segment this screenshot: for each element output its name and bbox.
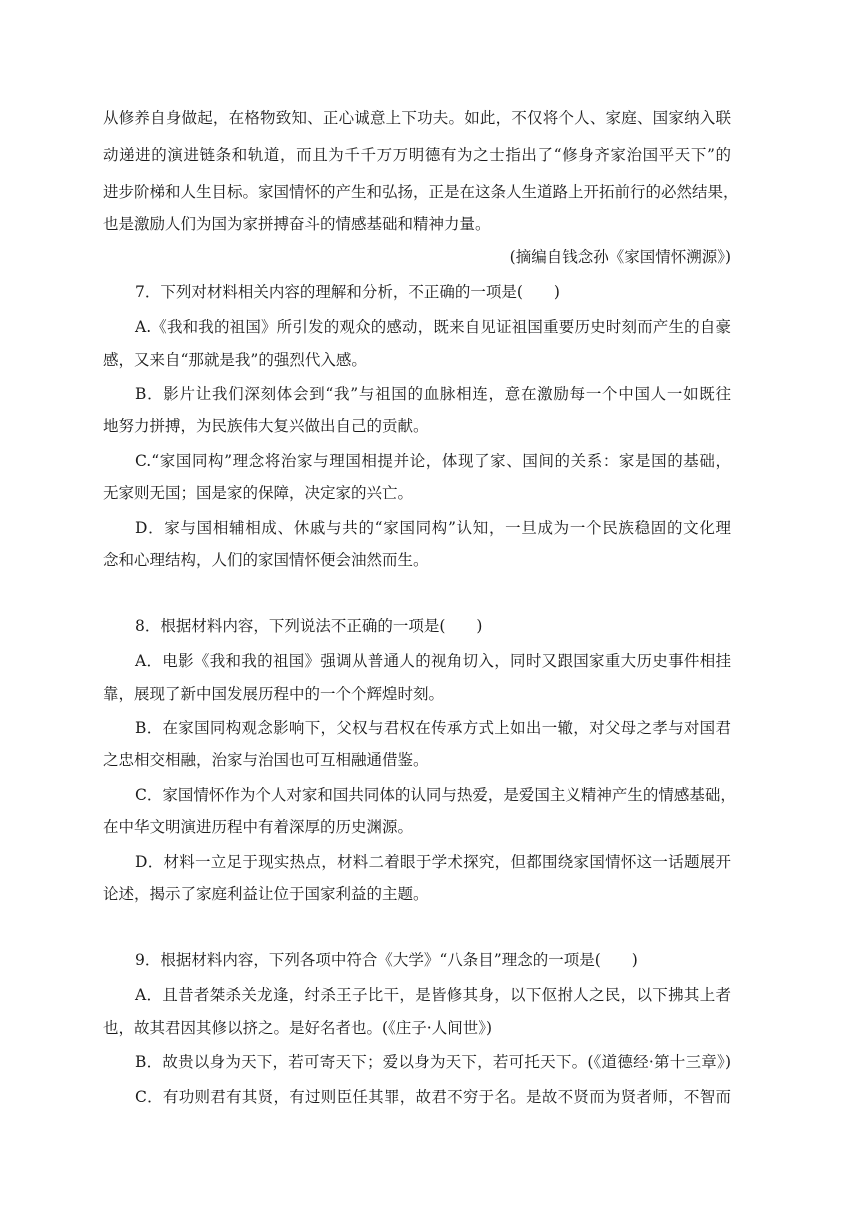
passage-line: 从修养自身做起，在格物致知、正心诚意上下功夫。如此，不仅将个人、家庭、国家纳入联 (103, 109, 731, 127)
question-8-option-c-cont: 在中华文明演进历程中有着深厚的历史渊源。 (103, 818, 414, 836)
question-9-option-a-cont: 也，故其君因其修以挤之。是好名者也。(《庄子·人间世》) (103, 1019, 493, 1037)
source-citation: (摘编自钱念孙《家国情怀溯源》) (509, 248, 731, 266)
question-7-option-c-cont: 无家则无国；国是家的保障，决定家的兴亡。 (103, 484, 414, 502)
question-7-option-c: C.“家国同构”理念将治家与理国相提并论，体现了家、国间的关系：家是国的基础， (135, 452, 731, 470)
question-7-option-a: A.《我和我的祖国》所引发的观众的感动，既来自见证祖国重要历史时刻而产生的自豪 (135, 318, 731, 336)
question-8-option-c: C．家国情怀作为个人对家和国共同体的认同与热爱，是爱国主义精神产生的情感基础， (135, 786, 736, 804)
question-8-option-d: D．材料一立足于现实热点，材料二着眼于学术探究，但都围绕家国情怀这一话题展开 (135, 853, 731, 871)
passage-line: 动递进的演进链条和轨道，而且为千千万万明德有为之士指出了“修身齐家治国平天下”的 (103, 146, 731, 164)
question-7-option-d-cont: 念和心理结构，人们的家国情怀便会油然而生。 (103, 551, 429, 569)
question-8-option-a-cont: 靠，展现了新中国发展历程中的一个个辉煌时刻。 (103, 685, 445, 703)
question-7-option-b: B．影片让我们深刻体会到“我”与祖国的血脉相连，意在激励每一个中国人一如既往 (135, 385, 731, 403)
question-7-option-b-cont: 地努力拼搏，为民族伟大复兴做出自己的贡献。 (103, 417, 429, 435)
question-8-option-b-cont: 之忠相交相融，治家与治国也可互相融通借鉴。 (103, 751, 429, 769)
question-8-option-a: A．电影《我和我的祖国》强调从普通人的视角切入，同时又跟国家重大历史事件相挂 (135, 652, 731, 670)
question-7-stem: 7．下列对材料相关内容的理解和分析，不正确的一项是( ) (135, 283, 560, 301)
question-7-option-a-cont: 感，又来自“那就是我”的强烈代入感。 (103, 351, 367, 369)
passage-line: 进步阶梯和人生目标。家国情怀的产生和弘扬，正是在这条人生道路上开拓前行的必然结果， (103, 183, 739, 201)
question-8-stem: 8．根据材料内容，下列说法不正确的一项是( ) (135, 617, 483, 635)
question-7-option-d: D．家与国相辅相成、休戚与共的“家国同构”认知，一旦成为一个民族稳固的文化理 (135, 519, 731, 537)
question-8-option-b: B．在家国同构观念影响下，父权与君权在传承方式上如出一辙，对父母之孝与对国君 (135, 719, 731, 737)
question-9-stem: 9．根据材料内容，下列各项中符合《大学》“八条目”理念的一项是( ) (135, 951, 638, 969)
question-9-option-b: B．故贵以身为天下，若可寄天下；爱以身为天下，若可托天下。(《道德经·第十三章》) (135, 1053, 731, 1071)
question-8-option-d-cont: 论述，揭示了家庭利益让位于国家利益的主题。 (103, 885, 429, 903)
question-9-option-a: A．且昔者桀杀关龙逢，纣杀王子比干，是皆修其身，以下伛拊人之民，以下拂其上者 (135, 986, 731, 1004)
passage-line: 也是激励人们为国为家拼搏奋斗的情感基础和精神力量。 (103, 215, 491, 233)
question-9-option-c: C．有功则君有其贤，有过则臣任其罪，故君不穷于名。是故不贤而为贤者师，不智而 (135, 1088, 731, 1106)
